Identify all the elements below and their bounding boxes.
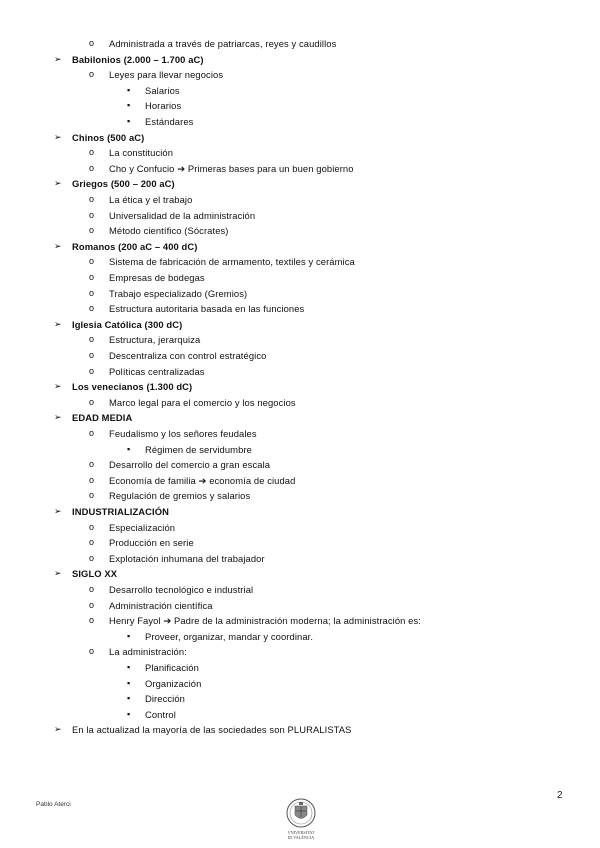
bullet-level-1-icon: ➢ xyxy=(54,240,62,251)
outline-item: Especialización xyxy=(109,521,176,533)
bullet-level-2-icon: o xyxy=(89,646,95,657)
outline-heading: Romanos (200 aC – 400 dC) xyxy=(72,240,198,252)
bullet-level-3-icon: ▪ xyxy=(127,84,131,95)
outline-item: Cho y Confucio ➔ Primeras bases para un buen gobierno xyxy=(109,162,354,174)
bullet-level-2-icon: o xyxy=(89,256,95,267)
outline-item: Economía de familia ➔ economía de ciudad xyxy=(109,474,296,486)
bullet-level-2-icon: o xyxy=(89,194,95,204)
bullet-level-2-icon: o xyxy=(89,584,95,594)
bullet-level-2-icon: o xyxy=(89,537,95,548)
outline-item: Producción en serie xyxy=(109,537,194,549)
outline-heading: Los venecianos (1.300 dC) xyxy=(72,381,193,393)
outline-item: Administrada a través de patriarcas, reyes y caudillos xyxy=(109,38,337,49)
bullet-level-3-icon: ▪ xyxy=(127,630,131,641)
outline-item: Leyes para llevar negocios xyxy=(109,69,224,81)
outline-heading: Chinos (500 aC) xyxy=(72,131,145,143)
bullet-level-3-icon: ▪ xyxy=(127,677,131,688)
bullet-level-1-icon: ➢ xyxy=(54,178,62,189)
outline-heading: Babilonios (2.000 – 1.700 aC) xyxy=(72,53,204,65)
bullet-level-2-icon: o xyxy=(89,552,95,563)
bullet-level-2-icon: o xyxy=(89,287,95,298)
outline-item: La constitución xyxy=(109,147,174,159)
outline-item: Control xyxy=(145,708,176,720)
university-seal-logo xyxy=(283,797,319,843)
svg-text:ID VALÈNCIA: ID VALÈNCIA xyxy=(287,835,315,840)
bullet-level-2-icon: o xyxy=(89,69,95,80)
outline-heading: Griegos (500 – 200 aC) xyxy=(72,178,175,190)
bullet-level-2-icon: o xyxy=(89,38,95,48)
bullet-level-2-icon: o xyxy=(89,615,95,626)
outline-item: Universalidad de la administración xyxy=(109,209,256,221)
outline-item: Descentraliza con control estratégico xyxy=(109,350,267,361)
bullet-level-1-icon: ➢ xyxy=(54,568,62,579)
bullet-level-2-icon: o xyxy=(89,599,95,610)
outline-item: Organización xyxy=(145,677,202,689)
bullet-level-1-icon: ➢ xyxy=(54,412,62,423)
outline-item: Desarrollo del comercio a gran escala xyxy=(109,459,271,471)
bullet-level-2-icon: o xyxy=(89,521,95,532)
outline-item: Regulación de gremios y salarios xyxy=(109,490,251,502)
outline-item: La ética y el trabajo xyxy=(109,194,193,205)
bullet-level-3-icon: ▪ xyxy=(127,116,131,126)
outline-heading: INDUSTRIALIZACIÓN xyxy=(72,506,170,517)
bullet-level-2-icon: o xyxy=(89,396,95,407)
outline-item: Políticas centralizadas xyxy=(109,365,205,377)
outline-item: La administración: xyxy=(109,646,187,658)
bullet-level-2-icon: o xyxy=(89,428,95,438)
bullet-level-1-icon: ➢ xyxy=(54,724,62,735)
outline-item: Desarrollo tecnológico e industrial xyxy=(109,584,254,595)
outline-item: Régimen de servidumbre xyxy=(145,443,252,455)
bullet-level-1-icon: ➢ xyxy=(54,318,62,329)
bullet-level-2-icon: o xyxy=(89,474,95,485)
outline-item: Salarios xyxy=(145,84,180,96)
bullet-level-1-icon: ➢ xyxy=(54,506,62,516)
svg-text:VNIVERSITAT: VNIVERSITAT xyxy=(287,830,315,835)
bullet-level-3-icon: ▪ xyxy=(127,100,131,111)
outline-item: Horarios xyxy=(145,100,182,112)
outline-item: Estructura autoritaria basada en las funciones xyxy=(109,303,305,315)
bullet-level-2-icon: o xyxy=(89,334,95,345)
bullet-level-3-icon: ▪ xyxy=(127,662,131,672)
bullet-level-2-icon: o xyxy=(89,303,95,314)
outline-item: Dirección xyxy=(145,693,185,705)
outline-item: Henry Fayol ➔ Padre de la administración moderna; la administración es: xyxy=(109,615,421,627)
outline-heading: Iglesia Católica (300 dC) xyxy=(72,318,183,330)
page-number: 2 xyxy=(557,790,563,801)
bullet-level-2-icon: o xyxy=(89,209,95,220)
outline-item: Método científico (Sócrates) xyxy=(109,225,229,237)
outline-item: Planificación xyxy=(145,662,199,673)
outline-item: Feudalismo y los señores feudales xyxy=(109,428,257,439)
footer-author: Pablo Aterci xyxy=(36,801,71,808)
outline-item: Proveer, organizar, mandar y coordinar. xyxy=(145,630,314,642)
outline-item: Marco legal para el comercio y los negocios xyxy=(109,396,296,408)
bullet-level-3-icon: ▪ xyxy=(127,693,131,704)
outline-item: Sistema de fabricación de armamento, textiles y cerámica xyxy=(109,256,355,268)
bullet-level-2-icon: o xyxy=(89,350,95,360)
outline-heading: EDAD MEDIA xyxy=(72,412,133,424)
bullet-level-2-icon: o xyxy=(89,162,95,173)
bullet-level-1-icon: ➢ xyxy=(54,381,62,392)
bullet-level-2-icon: o xyxy=(89,459,95,470)
bullet-level-2-icon: o xyxy=(89,272,95,282)
outline-item: Estructura, jerarquiza xyxy=(109,334,201,346)
bullet-level-2-icon: o xyxy=(89,490,95,501)
bullet-level-3-icon: ▪ xyxy=(127,443,131,454)
outline-item: Administración científica xyxy=(109,599,213,611)
bullet-level-2-icon: o xyxy=(89,225,95,236)
outline-item: Trabajo especializado (Gremios) xyxy=(109,287,248,299)
bullet-level-2-icon: o xyxy=(89,365,95,376)
bullet-level-3-icon: ▪ xyxy=(127,708,131,719)
bullet-level-1-icon: ➢ xyxy=(54,53,62,64)
outline-item: Explotación inhumana del trabajador xyxy=(109,552,265,564)
outline-item: Empresas de bodegas xyxy=(109,272,205,283)
outline-heading: SIGLO XX xyxy=(72,568,118,580)
outline-item: Estándares xyxy=(145,116,194,127)
bullet-level-1-icon: ➢ xyxy=(54,131,62,142)
bullet-level-2-icon: o xyxy=(89,147,95,158)
outline-heading: En la actualizad la mayoría de las sociedades son PLURALISTAS xyxy=(72,724,352,736)
